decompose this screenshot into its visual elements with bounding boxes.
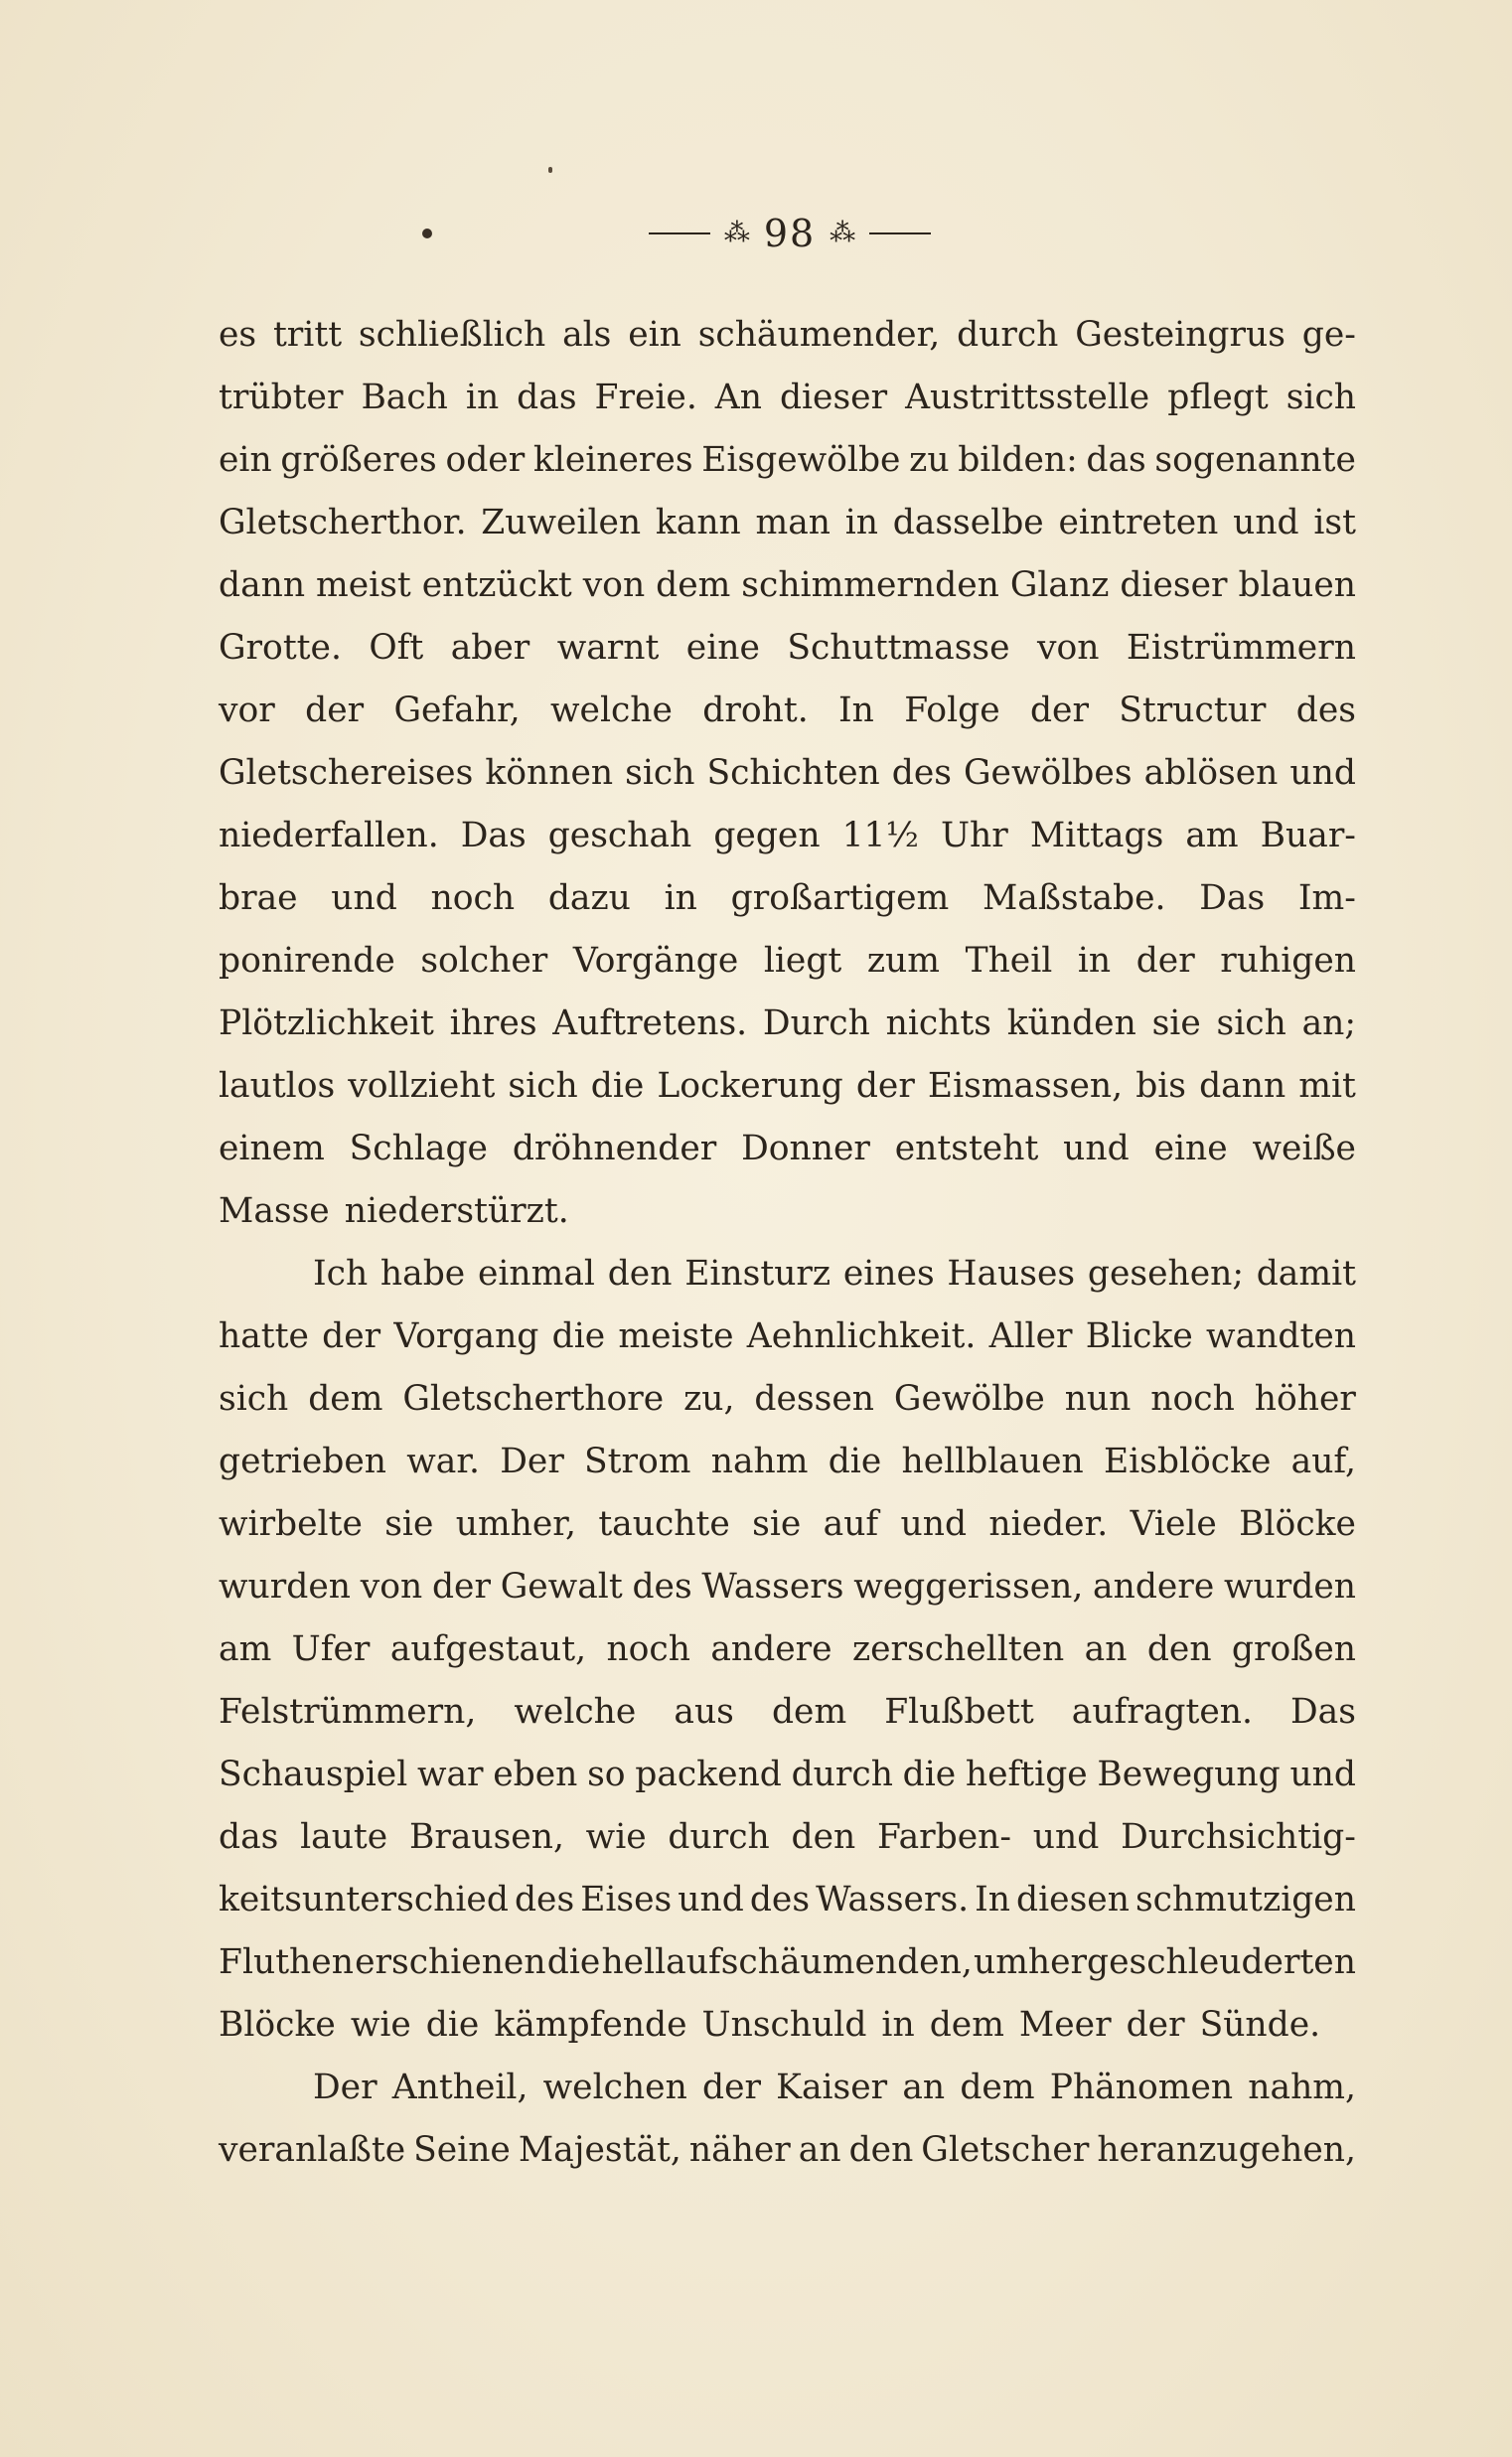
word: damit xyxy=(1256,1254,1356,1294)
word: eben xyxy=(493,1755,578,1794)
word: kämpfende xyxy=(494,2005,687,2045)
text-line xyxy=(219,930,1356,993)
word: den xyxy=(607,1254,673,1294)
word: schließlich xyxy=(358,315,546,355)
word: zerschellten xyxy=(851,1629,1065,1669)
word: lautlos xyxy=(219,1066,336,1106)
word: der xyxy=(322,1316,381,1356)
word: näher xyxy=(688,2130,791,2170)
word: Freie. xyxy=(594,378,697,417)
word: diesen xyxy=(1016,1880,1130,1920)
word: andere xyxy=(710,1629,832,1669)
word: trübter xyxy=(219,378,344,417)
word: vollzieht xyxy=(348,1066,496,1106)
word: das xyxy=(1086,440,1146,480)
word: dem xyxy=(771,1692,847,1732)
word: liegt xyxy=(763,941,842,981)
text-line xyxy=(219,1994,1356,2057)
word: in xyxy=(1077,941,1112,981)
word: vor xyxy=(219,691,275,730)
word: Ich xyxy=(313,1254,369,1294)
word: ge- xyxy=(1301,315,1356,355)
word: Eisgewölbe xyxy=(701,440,901,480)
text-line xyxy=(219,680,1356,742)
text-line xyxy=(219,1118,1356,1180)
word: die xyxy=(828,1442,882,1481)
text-line xyxy=(219,805,1356,867)
word: Grotte. xyxy=(219,628,342,668)
word: welche xyxy=(514,1692,637,1732)
word: oder xyxy=(445,440,526,480)
word: Bach xyxy=(361,378,448,417)
word: ist xyxy=(1313,503,1356,542)
word: Strom xyxy=(584,1442,691,1481)
text-line xyxy=(219,742,1356,805)
word: der xyxy=(1135,941,1195,981)
ink-speck xyxy=(548,167,552,173)
word: schimmernden xyxy=(741,565,999,605)
text-line xyxy=(219,1180,1356,1243)
word: habe xyxy=(379,1254,466,1294)
word: Gletscherthor. xyxy=(219,503,467,542)
word: auf, xyxy=(1290,1442,1356,1481)
word: Structur xyxy=(1119,691,1267,730)
text-line xyxy=(219,304,1356,367)
word: Felstrümmern, xyxy=(219,1692,477,1732)
word: welche xyxy=(550,691,673,730)
word: durch xyxy=(668,1817,770,1857)
word: Vorgänge xyxy=(572,941,739,981)
word: Theil xyxy=(965,941,1053,981)
word: kann xyxy=(655,503,741,542)
word: auf xyxy=(823,1504,879,1544)
word: der xyxy=(701,2068,761,2107)
word: Blicke xyxy=(1085,1316,1193,1356)
word: Gewalt xyxy=(500,1567,623,1607)
word: droht. xyxy=(702,691,809,730)
word: in xyxy=(844,503,878,542)
word: Folge xyxy=(904,691,1000,730)
word: tauchte xyxy=(598,1504,730,1544)
text-line xyxy=(219,1931,1356,1994)
word: Gletschereises xyxy=(219,753,474,793)
word: sich xyxy=(625,753,695,793)
word: Auftretens. xyxy=(552,1003,748,1043)
word: Buar- xyxy=(1260,816,1356,855)
word: von xyxy=(360,1567,423,1607)
word: wie xyxy=(585,1817,647,1857)
word: Antheil, xyxy=(391,2068,529,2107)
word: bis xyxy=(1135,1066,1187,1106)
word: aus xyxy=(674,1692,734,1732)
word: veranlaßte xyxy=(219,2130,406,2170)
word: am xyxy=(219,1629,272,1669)
word: ein xyxy=(628,315,681,355)
word: großen xyxy=(1231,1629,1356,1669)
word: zu xyxy=(909,440,950,480)
word: Uhr xyxy=(940,816,1008,855)
text-line xyxy=(219,1556,1356,1618)
word: Das xyxy=(460,816,527,855)
word: Viele xyxy=(1130,1504,1217,1544)
ornament-left-icon: ⁂ xyxy=(723,219,750,248)
word: dieser xyxy=(1120,565,1228,605)
word: Flußbett xyxy=(884,1692,1034,1732)
text-line xyxy=(219,1305,1356,1368)
word: Meer xyxy=(1018,2005,1112,2045)
word: welchen xyxy=(542,2068,687,2107)
word: Eistrümmern xyxy=(1126,628,1356,668)
word: Blöcke xyxy=(219,2005,336,2045)
text-line xyxy=(219,429,1356,492)
word: wirbelte xyxy=(219,1504,363,1544)
word: der xyxy=(1126,2005,1185,2045)
word: Fluthen xyxy=(219,1942,354,1982)
word: so xyxy=(587,1755,626,1794)
word: sie xyxy=(384,1504,434,1544)
word: Plötzlichkeit xyxy=(219,1003,434,1043)
word: und xyxy=(900,1504,968,1544)
word: und xyxy=(1063,1129,1130,1168)
word: kleineres xyxy=(532,440,693,480)
word: Lockerung xyxy=(657,1066,843,1106)
word: den xyxy=(791,1817,856,1857)
text-line xyxy=(219,1681,1356,1744)
word: an xyxy=(902,2068,946,2107)
word: An xyxy=(714,378,762,417)
word: des xyxy=(632,1567,692,1607)
word: der xyxy=(855,1066,915,1106)
word: am xyxy=(1185,816,1239,855)
body-text xyxy=(219,304,1356,2182)
word: Der xyxy=(313,2068,378,2107)
page-number: 98 xyxy=(763,212,817,255)
word: eintreten xyxy=(1058,503,1219,542)
word: Gesteingrus xyxy=(1075,315,1285,355)
word: pflegt xyxy=(1167,378,1269,417)
word: Im- xyxy=(1297,878,1356,918)
word: und xyxy=(1032,1817,1100,1857)
word: es xyxy=(219,315,257,355)
word: dieser xyxy=(779,378,888,417)
text-line xyxy=(219,1368,1356,1431)
word: die xyxy=(590,1066,645,1106)
word: dessen xyxy=(754,1379,874,1419)
word: Vorgang xyxy=(393,1316,539,1356)
word: Gletscherthore xyxy=(402,1379,665,1419)
word: nun xyxy=(1064,1379,1132,1419)
word: eine xyxy=(685,628,760,668)
ink-dot xyxy=(422,229,432,238)
word: brae xyxy=(219,878,298,918)
word: Wassers. xyxy=(816,1880,970,1920)
word: in xyxy=(664,878,697,918)
word: In xyxy=(975,1880,1011,1920)
text-line xyxy=(219,1806,1356,1869)
word: Farben- xyxy=(876,1817,1012,1857)
word: meiste xyxy=(618,1316,734,1356)
word: nahm xyxy=(710,1442,809,1481)
word: dem xyxy=(960,2068,1035,2107)
word: dazu xyxy=(547,878,631,918)
word: Brausen, xyxy=(408,1817,564,1857)
word: Eisblöcke xyxy=(1103,1442,1272,1481)
word: großartigem xyxy=(730,878,950,918)
word: blauen xyxy=(1238,565,1356,605)
word: war. xyxy=(406,1442,481,1481)
word: sich xyxy=(508,1066,578,1106)
word: Bewegung xyxy=(1097,1755,1281,1794)
word: Wassers xyxy=(701,1567,844,1607)
word: als xyxy=(562,315,612,355)
word: Zuweilen xyxy=(481,503,642,542)
word: ponirende xyxy=(219,941,395,981)
word: noch xyxy=(606,1629,690,1669)
word: sogenannte xyxy=(1154,440,1356,480)
word: Ufer xyxy=(291,1629,371,1669)
text-line xyxy=(219,1493,1356,1556)
word: gegen xyxy=(713,816,821,855)
word: zum xyxy=(866,941,940,981)
word: ein xyxy=(219,440,272,480)
word: Mittags xyxy=(1029,816,1164,855)
word: niederstürzt. xyxy=(344,1191,569,1231)
ornament-right-icon: ⁂ xyxy=(830,219,856,248)
word: mit xyxy=(1298,1066,1356,1106)
page-header xyxy=(601,209,979,258)
word: Austrittsstelle xyxy=(905,378,1150,417)
text-line xyxy=(219,492,1356,554)
word: in xyxy=(465,378,500,417)
word: die xyxy=(546,1942,601,1982)
word: Das xyxy=(1290,1692,1356,1732)
word: entsteht xyxy=(894,1129,1039,1168)
word: des xyxy=(514,1880,575,1920)
word: aber xyxy=(450,628,530,668)
word: Kaiser xyxy=(776,2068,888,2107)
word: bilden: xyxy=(958,440,1078,480)
text-line xyxy=(219,617,1356,680)
word: eines xyxy=(842,1254,935,1294)
word: und xyxy=(331,878,397,918)
word: war xyxy=(416,1755,484,1794)
word: Blöcke xyxy=(1239,1504,1356,1544)
word: Gewölbe xyxy=(893,1379,1045,1419)
word: Maßstabe. xyxy=(982,878,1166,918)
word: sie xyxy=(752,1504,802,1544)
text-line xyxy=(219,1618,1356,1681)
word: tritt xyxy=(272,315,343,355)
word: Aller xyxy=(988,1316,1073,1356)
word: in xyxy=(881,2005,915,2045)
header-rule-left xyxy=(649,232,710,234)
word: wandten xyxy=(1206,1316,1356,1356)
word: Majestät, xyxy=(518,2130,681,2170)
word: nichts xyxy=(885,1003,991,1043)
word: dem xyxy=(656,565,731,605)
word: 11½ xyxy=(841,816,919,855)
word: hatte xyxy=(219,1316,309,1356)
word: meist xyxy=(316,565,411,605)
word: dem xyxy=(308,1379,383,1419)
word: die xyxy=(425,2005,480,2045)
word: Donner xyxy=(741,1129,870,1168)
word: man xyxy=(755,503,831,542)
word: schmutzigen xyxy=(1134,1880,1356,1920)
word: schäumender, xyxy=(697,315,941,355)
word: der xyxy=(431,1567,491,1607)
word: wurden xyxy=(219,1567,351,1607)
word: nahm, xyxy=(1248,2068,1356,2107)
word: sich xyxy=(1285,378,1356,417)
word: und xyxy=(678,1880,744,1920)
word: hellaufschäumenden, xyxy=(601,1942,973,1982)
word: dasselbe xyxy=(892,503,1044,542)
text-line xyxy=(219,1431,1356,1493)
word: einem xyxy=(219,1129,325,1168)
word: entzückt xyxy=(421,565,572,605)
word: erschienen xyxy=(355,1942,546,1982)
word: und xyxy=(1233,503,1299,542)
word: an; xyxy=(1301,1003,1356,1043)
word: Durch xyxy=(762,1003,870,1043)
word: Gewölbes xyxy=(964,753,1133,793)
word: ablösen xyxy=(1143,753,1279,793)
header-rule-right xyxy=(869,232,931,234)
word: dröhnender xyxy=(512,1129,717,1168)
word: heftige xyxy=(965,1755,1088,1794)
word: ihres xyxy=(449,1003,537,1043)
word: dann xyxy=(219,565,306,605)
word: Das xyxy=(1199,878,1266,918)
text-line xyxy=(219,1243,1356,1305)
word: sie xyxy=(1151,1003,1201,1043)
word: wurden xyxy=(1224,1567,1356,1607)
word: laute xyxy=(300,1817,388,1857)
text-line xyxy=(219,2057,1356,2119)
word: keitsunterschied xyxy=(219,1880,509,1920)
word: an xyxy=(1084,1629,1128,1669)
word: wie xyxy=(350,2005,411,2045)
word: getrieben xyxy=(219,1442,387,1481)
word: sich xyxy=(219,1379,289,1419)
word: Seine xyxy=(413,2130,511,2170)
word: der xyxy=(1029,691,1089,730)
word: Unschuld xyxy=(701,2005,867,2045)
word: Hauses xyxy=(947,1254,1076,1294)
text-line xyxy=(219,1055,1356,1118)
word: können xyxy=(485,753,614,793)
word: eine xyxy=(1153,1129,1228,1168)
word: des xyxy=(749,1880,811,1920)
word: ruhigen xyxy=(1220,941,1356,981)
word: In xyxy=(838,691,874,730)
word: hellblauen xyxy=(901,1442,1084,1481)
word: von xyxy=(582,565,646,605)
word: zu, xyxy=(683,1379,735,1419)
word: andere xyxy=(1093,1567,1215,1607)
text-line xyxy=(219,867,1356,930)
word: weiße xyxy=(1252,1129,1356,1168)
word: und xyxy=(1289,1755,1356,1794)
text-line xyxy=(219,367,1356,429)
word: solcher xyxy=(420,941,548,981)
word: Masse xyxy=(219,1191,330,1231)
text-line xyxy=(219,1744,1356,1806)
word: den xyxy=(1146,1629,1212,1669)
word: aufgestaut, xyxy=(389,1629,587,1669)
word: niederfallen. xyxy=(219,816,439,855)
word: Schlage xyxy=(349,1129,488,1168)
word: Schuttmasse xyxy=(787,628,1010,668)
word: weggerissen, xyxy=(853,1567,1084,1607)
word: der xyxy=(305,691,365,730)
word: aufragten. xyxy=(1071,1692,1253,1732)
word: warnt xyxy=(556,628,660,668)
word: Aehnlichkeit. xyxy=(746,1316,977,1356)
word: den xyxy=(848,2130,914,2170)
word: Durchsichtig- xyxy=(1121,1817,1356,1857)
word: das xyxy=(219,1817,279,1857)
word: höher xyxy=(1254,1379,1356,1419)
word: sich xyxy=(1216,1003,1286,1043)
word: Eises xyxy=(580,1880,673,1920)
word: Einsturz xyxy=(684,1254,832,1294)
word: des xyxy=(1295,691,1356,730)
word: einmal xyxy=(477,1254,595,1294)
word: die xyxy=(902,1755,957,1794)
text-line xyxy=(219,554,1356,617)
word: Glanz xyxy=(1009,565,1110,605)
word: Der xyxy=(500,1442,564,1481)
word: durch xyxy=(791,1755,893,1794)
word: Gletscher xyxy=(921,2130,1090,2170)
word: heranzugehen, xyxy=(1097,2130,1356,2170)
word: packend xyxy=(635,1755,782,1794)
text-line xyxy=(219,2119,1356,2182)
word: die xyxy=(551,1316,606,1356)
word: noch xyxy=(430,878,516,918)
word: Schichten xyxy=(706,753,880,793)
word: noch xyxy=(1150,1379,1235,1419)
word: gesehen; xyxy=(1087,1254,1244,1294)
word: Eismassen, xyxy=(927,1066,1124,1106)
word: Sünde. xyxy=(1199,2005,1321,2045)
word: das xyxy=(517,378,577,417)
word: nieder. xyxy=(988,1504,1109,1544)
word: des xyxy=(891,753,952,793)
text-line xyxy=(219,993,1356,1055)
word: umher, xyxy=(455,1504,576,1544)
word: Phänomen xyxy=(1049,2068,1234,2107)
word: Oft xyxy=(369,628,424,668)
word: von xyxy=(1036,628,1100,668)
word: Gefahr, xyxy=(393,691,521,730)
word: durch xyxy=(957,315,1059,355)
text-line xyxy=(219,1869,1356,1931)
word: geschah xyxy=(547,816,692,855)
word: künden xyxy=(1006,1003,1136,1043)
word: und xyxy=(1289,753,1356,793)
word: an xyxy=(798,2130,841,2170)
word: Schauspiel xyxy=(219,1755,408,1794)
word: dem xyxy=(929,2005,1004,2045)
word: dann xyxy=(1199,1066,1286,1106)
word: größeres xyxy=(280,440,437,480)
word: umhergeschleuderten xyxy=(973,1942,1356,1982)
